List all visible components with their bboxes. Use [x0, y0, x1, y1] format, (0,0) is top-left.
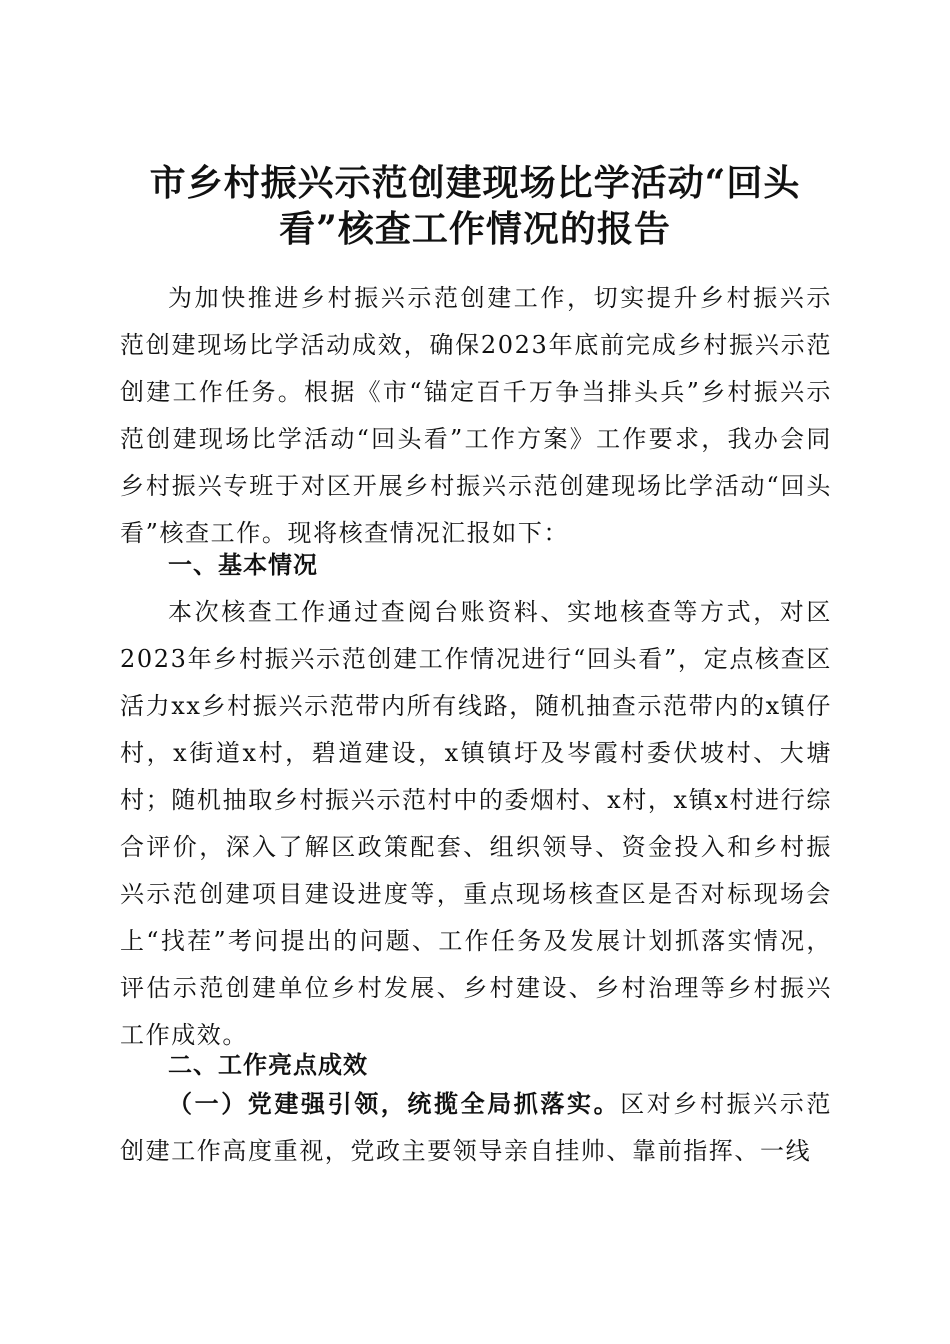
report-title [120, 160, 830, 252]
subsection-lead: （一）党建强引领，统揽全局抓落实。 [168, 1089, 621, 1118]
highlights-paragraph [120, 1080, 832, 1175]
section-heading-basic-situation: 一、基本情况 [168, 551, 318, 579]
title-line-2: 看”核查工作情况的报告 [279, 208, 671, 251]
title-line-1: 市乡村振兴示范创建现场比学活动“回头 [149, 162, 801, 205]
intro-paragraph: 为加快推进乡村振兴示范创建工作，切实提升乡村振兴示范创建现场比学活动成效，确保2023年底前完成乡村振兴示范创建工作任务。根据《市“锚定百千万争当排头兵”乡村振兴示范创建现场比学活动“回头看”工作方案》工作要求，我办会同乡村振兴专班于对区开展乡村振兴示范创建现场比学活动“回头看”核查工作。现将核查情况汇报如下： [120, 284, 832, 547]
basic-situation-paragraph: 本次核查工作通过查阅台账资料、实地核查等方式，对区2023年乡村振兴示范创建工作情况进行“回头看”，定点核查区活力xx乡村振兴示范带内所有线路，随机抽查示范带内的x镇仔村，x街道x村，碧道建设，x镇镇圩及岑霞村委伏坡村、大塘村；随机抽取乡村振兴示范村中的委烟村、x村，x镇x村进行综合评价，深入了解区政策配套、组织领导、资金投入和乡村振兴示范创建项目建设进度等，重点现场核查区是否对标现场会上“找茬”考问提出的问题、工作任务及发展计划抓落实情况，评估示范创建单位乡村发展、乡村建设、乡村治理等乡村振兴工作成效。 [120, 598, 832, 1049]
section-heading-highlights: 二、工作亮点成效 [168, 1051, 368, 1079]
subsection-text: 区对乡村振兴示范创建工作高度重视，党政主要领导亲自挂帅、靠前指挥、一线 [120, 1090, 832, 1165]
